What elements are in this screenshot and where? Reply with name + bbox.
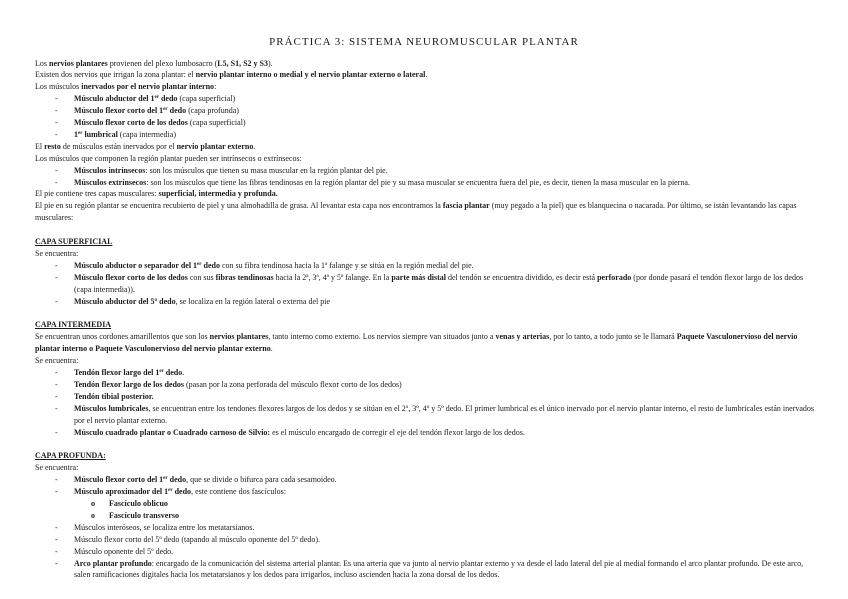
list-item: - Arco plantar profundo: encargado de la comunicación del sistema arterial plantar. Es una arteria que va junto al nervio plantar externo y va desde el lado lateral del pie al medial formando el arco plantar profundo. De este arco, salen ramificaciones digitales hacia los metatarsianos y los dedos para irrigarlos, incluso ascienden hacia la zona dorsal de los dedos. bbox=[35, 558, 815, 582]
section-lead: Se encuentra: bbox=[35, 356, 79, 366]
paragraph-two-nerves: Existen dos nervios que irrigan la zona plantar: el nervio plantar interno o medial y el nervio plantar externo o lateral. bbox=[35, 70, 428, 80]
document-body bbox=[35, 58, 815, 582]
list-item: - Tendón flexor largo de los dedos (pasan por la zona perforada del músculo flexor corto de los dedos) bbox=[35, 379, 815, 391]
paragraph-muscle-types: Los músculos que componen la región plantar pueden ser intrínsecos o extrínsecos: bbox=[35, 153, 302, 163]
sub-list-item: o Fascículo transverso bbox=[35, 510, 815, 522]
paragraph-plantar-nerves: Los nervios plantares provienen del plexo lumbosacro (L5, S1, S2 y S3). bbox=[35, 58, 273, 68]
paragraph-external-nerve: El resto de músculos están inervados por el nervio plantar externo. bbox=[35, 141, 256, 151]
section-lead: Se encuentra: bbox=[35, 248, 79, 258]
list-item: - Músculos intrínsecos: son los músculos que tienen su masa muscular en la región plantar del pie. bbox=[35, 165, 815, 177]
list-item: - Tendón flexor largo del 1er dedo. bbox=[35, 367, 815, 379]
list-item: - Músculo abductor o separador del 1er dedo con su fibra tendinosa hacia la 1ª falange y se sitúa en la región medial del pie. bbox=[35, 260, 815, 272]
sub-list-item: o Fascículo oblicuo bbox=[35, 498, 815, 510]
list-item: - Músculo abductor del 1er dedo (capa superficial) bbox=[35, 93, 815, 105]
list-item: - Músculo abductor del 5º dedo, se localiza en la región lateral o externa del pie bbox=[35, 296, 815, 308]
list-item: - Músculo flexor corto de los dedos (capa superficial) bbox=[35, 117, 815, 129]
list-item: - Músculo aproximador del 1er dedo, este contiene dos fascículos: bbox=[35, 486, 815, 498]
paragraph-vasculonervous: Se encuentran unos cordones amarillentos que son los nervios plantares, tanto interno como externo. Los nervios siempre van situados junto a venas y arterias, por lo tanto, a todo junto se le llamará Paquete Vasculonervioso del nervio plantar interno o Paquete Vasculonervioso del nervio plantar externo. bbox=[35, 332, 798, 354]
list-item: - Músculos lumbricales, se encuentran entre los tendones flexores largos de los dedos y se sitúan en el 2º, 3º, 4º y 5º dedo. El primer lumbrical es el único inervado por el nervio plantar interno, el resto de lumbricales están inervados por el nervio plantar externo. bbox=[35, 403, 815, 427]
section-heading-superficial: CAPA SUPERFICIAL bbox=[35, 237, 113, 247]
list-item: - Músculo flexor corto del 5º dedo (tapando al músculo oponente del 5º dedo). bbox=[35, 534, 815, 546]
list-item: - Músculos extrínsecos: son los músculos que tiene las fibras tendinosas en la región plantar del pie y su masa muscular se encuentra fuera del pie, es decir, tienen la masa muscular en la pierna. bbox=[35, 177, 815, 189]
paragraph-internal-muscles: Los músculos inervados por el nervio plantar interno: bbox=[35, 82, 217, 92]
paragraph-fascia: El pie en su región plantar se encuentra recubierto de piel y una almohadilla de grasa. Al levantar esta capa nos encontramos la fascia plantar (muy pegado a la piel) que es blanquecina o nacarada. Por último, se istán levantando las capas musculares: bbox=[35, 201, 797, 223]
section-lead: Se encuentra: bbox=[35, 463, 79, 473]
list-item: - Músculo cuadrado plantar o Cuadrado carnoso de Silvio: es el músculo encargado de corregir el eje del tendón flexor largo de los dedos. bbox=[35, 427, 815, 439]
list-item: - Músculo oponente del 5º dedo. bbox=[35, 546, 815, 558]
list-item: - Músculo flexor corto del 1er dedo, que se divide o bifurca para cada sesamoideo. bbox=[35, 474, 815, 486]
page-title: PRÁCTICA 3: SISTEMA NEUROMUSCULAR PLANTAR bbox=[269, 36, 579, 48]
paragraph-three-layers: El pie contiene tres capas musculares: superficial, intermedia y profunda. bbox=[35, 189, 278, 199]
list-item: - Músculos interóseos, se localiza entre los metatarsianos. bbox=[35, 522, 815, 534]
list-item: - Músculo flexor corto del 1er dedo (capa profunda) bbox=[35, 105, 815, 117]
list-item: - Tendón tibial posterior. bbox=[35, 391, 815, 403]
list-item: - Músculo flexor corto de los dedos con sus fibras tendinosas hacia la 2ª, 3ª, 4ª y 5ª falange. En la parte más distal del tendón se encuentra dividido, es decir está perforado (por donde pasará el tendón flexor largo de los dedos (capa intermedia)). bbox=[35, 272, 815, 296]
section-heading-intermedia: CAPA INTERMEDIA bbox=[35, 320, 112, 330]
list-item: - 1er lumbrical (capa intermedia) bbox=[35, 129, 815, 141]
section-heading-profunda: CAPA PROFUNDA: bbox=[35, 451, 106, 461]
